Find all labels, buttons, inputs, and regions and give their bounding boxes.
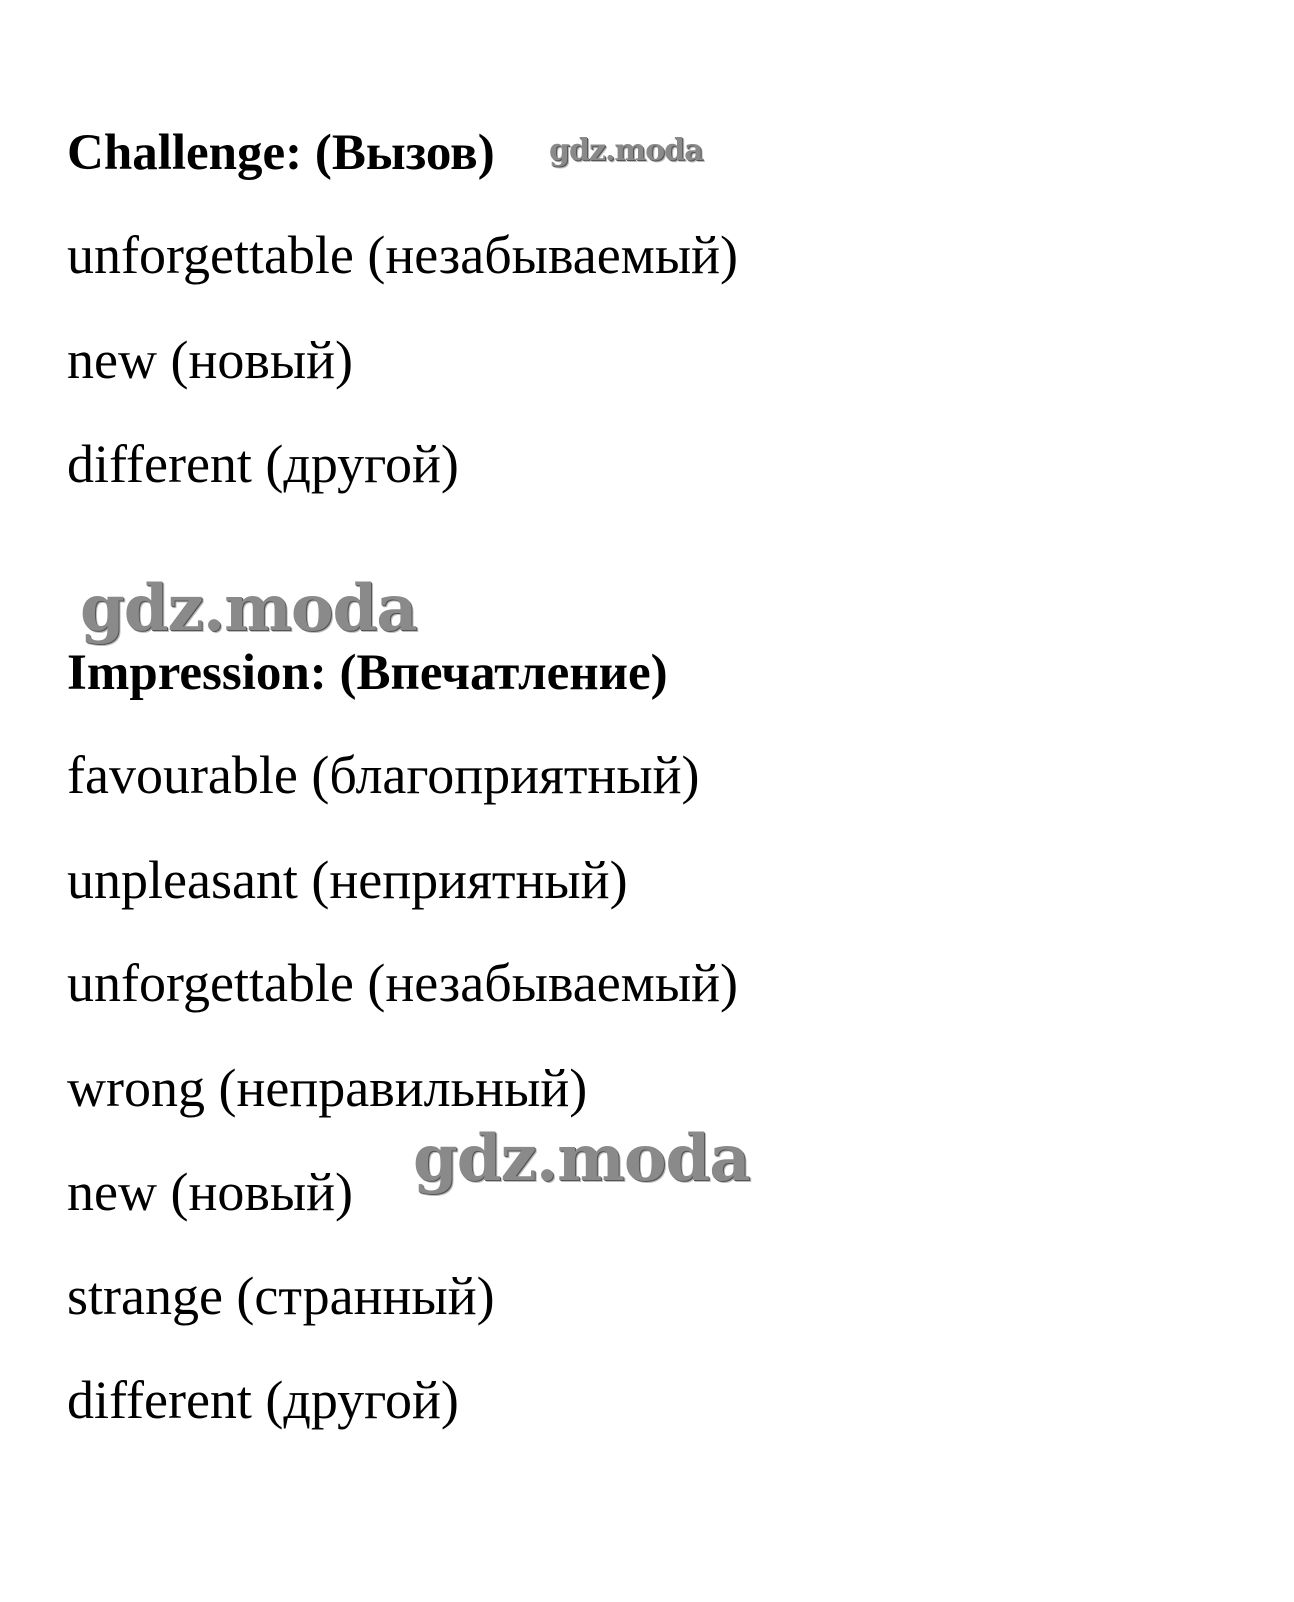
section-heading-impression: Impression: (Впечатление): [67, 645, 668, 701]
list-item: favourable (благоприятный): [67, 745, 700, 805]
list-item: different (другой): [67, 1370, 459, 1430]
watermark: gdz.moda: [80, 571, 417, 646]
list-item: different (другой): [67, 434, 459, 494]
section-heading-challenge: Challenge: (Вызов): [67, 125, 495, 181]
list-item: wrong (неправильный): [67, 1058, 588, 1118]
watermark: gdz.moda: [413, 1121, 750, 1196]
list-item: strange (странный): [67, 1266, 495, 1326]
list-item: unforgettable (незабываемый): [67, 225, 739, 285]
list-item: new (новый): [67, 330, 354, 390]
watermark: gdz.moda: [549, 133, 703, 168]
list-item: new (новый): [67, 1162, 354, 1222]
list-item: unpleasant (неприятный): [67, 850, 628, 910]
list-item: unforgettable (незабываемый): [67, 953, 739, 1013]
